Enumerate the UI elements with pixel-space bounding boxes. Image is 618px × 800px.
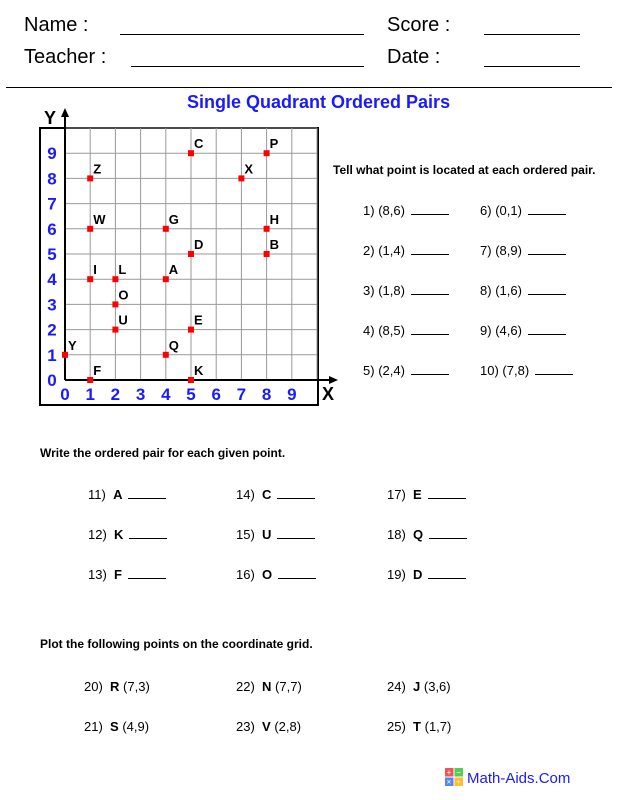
point-name: V — [262, 719, 271, 734]
y-axis-arrow-icon — [61, 108, 69, 117]
answer-blank[interactable] — [277, 486, 315, 499]
score-label: Score : — [387, 14, 451, 36]
answer-blank[interactable] — [528, 242, 566, 255]
question-number: 8) — [480, 283, 492, 298]
svg-text:−: − — [456, 768, 461, 777]
y-tick-label: 6 — [47, 219, 57, 239]
svg-text:×: × — [446, 777, 452, 786]
question-item — [480, 362, 573, 378]
question-number: 4) — [363, 323, 375, 338]
math-aids-logo-icon — [445, 768, 463, 786]
y-tick-label: 7 — [47, 194, 57, 214]
x-tick-label: 4 — [161, 385, 171, 404]
question-item — [363, 322, 449, 338]
ordered-pair: (8,5) — [378, 323, 405, 338]
point-name: J — [413, 679, 421, 694]
x-tick-label: 0 — [60, 385, 70, 404]
question-number: 11) — [88, 487, 106, 502]
answer-blank[interactable] — [428, 486, 466, 499]
y-tick-label: 5 — [47, 245, 57, 264]
question-number: 23) — [236, 719, 255, 734]
point-name: R — [110, 679, 120, 694]
point-label-W: W — [93, 211, 106, 227]
x-tick-label: 7 — [236, 385, 247, 404]
ordered-pair: (2,8) — [274, 719, 302, 734]
question-item — [387, 486, 466, 502]
score-field[interactable] — [484, 34, 580, 35]
point-label-H: H — [269, 211, 279, 227]
question-number: 24) — [387, 679, 406, 694]
question-number: 17) — [387, 487, 406, 502]
section2-instruction: Write the ordered pair for each given point. — [40, 446, 286, 460]
svg-text:÷: ÷ — [456, 777, 461, 786]
point-name: O — [262, 567, 273, 582]
answer-blank[interactable] — [128, 566, 166, 579]
ordered-pair: (2,4) — [378, 363, 405, 378]
ordered-pair: (1,8) — [378, 283, 405, 298]
question-number: 3) — [363, 283, 375, 298]
question-number: 16) — [236, 567, 255, 582]
answer-blank[interactable] — [411, 242, 449, 255]
question-number: 2) — [363, 243, 375, 258]
answer-blank[interactable] — [411, 282, 449, 295]
x-tick-label: 9 — [287, 385, 297, 404]
point-label-F: F — [93, 363, 102, 378]
date-field[interactable] — [484, 66, 580, 67]
x-tick-label: 1 — [85, 385, 95, 404]
svg-text:+: + — [446, 768, 452, 777]
question-number: 5) — [363, 363, 375, 378]
point-label-G: G — [168, 211, 179, 227]
ordered-pair: (7,8) — [502, 363, 530, 378]
answer-blank[interactable] — [411, 322, 449, 335]
question-number: 1) — [363, 203, 375, 218]
x-tick-label: 6 — [211, 385, 221, 404]
plot-item — [84, 679, 150, 694]
point-label-P: P — [269, 136, 279, 152]
name-label: Name : — [24, 14, 89, 36]
answer-blank[interactable] — [535, 362, 573, 375]
answer-blank[interactable] — [528, 282, 566, 295]
question-number: 7) — [480, 243, 492, 258]
question-number: 15) — [236, 527, 255, 542]
question-number: 6) — [480, 203, 492, 218]
y-tick-label: 9 — [47, 144, 57, 164]
question-number: 9) — [480, 323, 492, 338]
y-tick-label: 8 — [47, 169, 57, 189]
ordered-pair: (7,3) — [123, 679, 150, 694]
date-label: Date : — [387, 46, 441, 68]
point-name: T — [413, 719, 421, 734]
x-tick-label: 2 — [110, 385, 121, 404]
teacher-label: Teacher : — [24, 46, 107, 68]
point-name: Q — [413, 527, 424, 542]
point-label-I: I — [93, 262, 97, 278]
point-label-L: L — [118, 262, 127, 278]
question-number: 14) — [236, 487, 255, 502]
y-tick-label: 0 — [47, 371, 57, 390]
point-name: D — [413, 567, 423, 582]
question-item — [88, 566, 166, 582]
question-number: 22) — [236, 679, 255, 694]
section1-instruction: Tell what point is located at each ordered pair. — [333, 163, 596, 177]
plot-item — [387, 719, 451, 734]
question-number: 21) — [84, 719, 103, 734]
point-label-U: U — [118, 312, 128, 328]
ordered-pair: (8,6) — [378, 203, 405, 218]
point-name: E — [413, 487, 422, 502]
ordered-pair: (7,7) — [275, 679, 302, 694]
question-number: 25) — [387, 719, 406, 734]
question-item — [480, 202, 566, 218]
question-number: 19) — [387, 567, 406, 582]
y-tick-label: 1 — [47, 345, 57, 365]
point-label-A: A — [168, 262, 179, 278]
y-tick-label: 2 — [47, 320, 57, 340]
point-label-Q: Q — [168, 337, 179, 353]
question-item — [363, 282, 449, 298]
question-item — [363, 362, 449, 378]
question-item — [363, 242, 449, 258]
x-tick-label: 5 — [186, 385, 196, 404]
coordinate-grid — [0, 0, 360, 420]
plot-item — [236, 719, 301, 734]
point-label-Z: Z — [93, 161, 102, 177]
question-item — [480, 242, 566, 258]
ordered-pair: (3,6) — [423, 679, 451, 694]
question-number: 12) — [88, 527, 107, 542]
answer-blank[interactable] — [528, 202, 566, 215]
point-label-E: E — [194, 312, 203, 328]
point-label-Y: Y — [68, 337, 77, 353]
question-item — [236, 486, 315, 502]
worksheet-title: Single Quadrant Ordered Pairs — [187, 92, 451, 112]
question-number: 13) — [88, 567, 107, 582]
ordered-pair: (4,9) — [122, 719, 150, 734]
point-name: F — [114, 567, 122, 582]
point-label-C: C — [194, 136, 204, 152]
answer-blank[interactable] — [129, 526, 167, 539]
graph-border — [40, 128, 318, 405]
point-name: S — [110, 719, 119, 734]
point-label-D: D — [194, 237, 204, 252]
plot-item — [236, 679, 302, 694]
question-number: 18) — [387, 527, 406, 542]
x-tick-label: 8 — [261, 385, 272, 404]
point-label-B: B — [269, 237, 279, 252]
point-label-O: O — [118, 287, 129, 303]
question-item — [88, 486, 166, 502]
plot-item — [387, 679, 451, 694]
answer-blank[interactable] — [277, 526, 315, 539]
x-tick-label: 3 — [135, 385, 146, 404]
plot-item — [84, 719, 149, 734]
ordered-pair: (1,7) — [424, 719, 452, 734]
y-tick-label: 4 — [47, 270, 57, 290]
ordered-pair: (1,6) — [495, 283, 522, 298]
question-number: 10) — [480, 363, 499, 378]
question-item — [387, 526, 467, 542]
answer-blank[interactable] — [528, 322, 566, 335]
point-label-K: K — [194, 363, 204, 378]
question-item — [387, 566, 466, 582]
question-item — [480, 322, 566, 338]
math-aids-link[interactable]: Math-Aids.Com — [467, 770, 571, 787]
point-name: N — [262, 679, 272, 694]
ordered-pair: (1,4) — [378, 243, 405, 258]
answer-blank[interactable] — [128, 486, 166, 499]
question-number: 20) — [84, 679, 103, 694]
question-item — [480, 282, 566, 298]
ordered-pair: (0,1) — [495, 203, 522, 218]
answer-blank[interactable] — [429, 526, 467, 539]
y-axis-label: Y — [44, 108, 57, 128]
point-name: A — [113, 487, 123, 502]
point-name: U — [262, 527, 272, 542]
point-name: C — [262, 487, 272, 502]
section3-instruction: Plot the following points on the coordinate grid. — [40, 637, 313, 651]
question-item — [363, 202, 449, 218]
x-axis-label: X — [322, 384, 335, 404]
answer-blank[interactable] — [278, 566, 316, 579]
question-item — [88, 526, 167, 542]
answer-blank[interactable] — [411, 362, 449, 375]
point-name: K — [114, 527, 124, 542]
answer-blank[interactable] — [428, 566, 466, 579]
ordered-pair: (8,9) — [495, 243, 522, 258]
y-tick-label: 3 — [47, 295, 57, 315]
point-label-X: X — [244, 161, 254, 177]
answer-blank[interactable] — [411, 202, 449, 215]
question-item — [236, 566, 316, 582]
ordered-pair: (4,6) — [495, 323, 522, 338]
x-axis-arrow-icon — [329, 376, 338, 384]
question-item — [236, 526, 315, 542]
